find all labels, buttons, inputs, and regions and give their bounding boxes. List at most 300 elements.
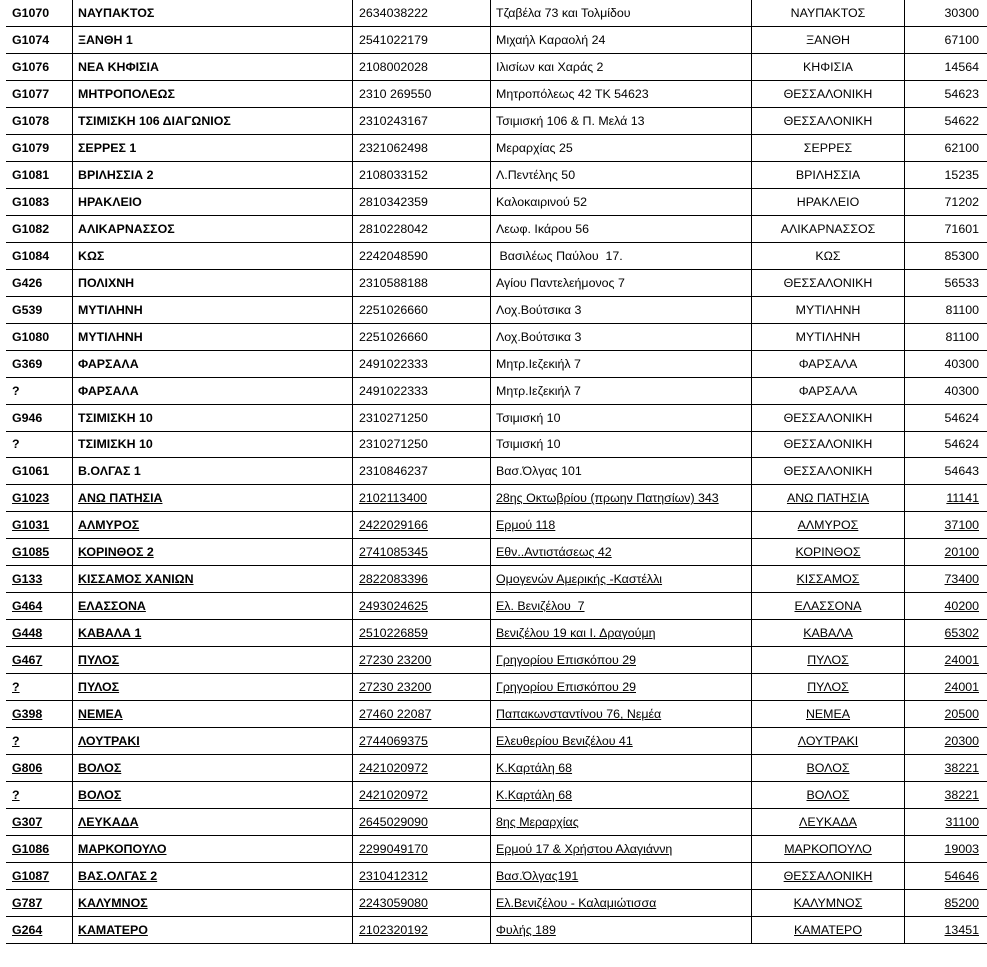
table-row xyxy=(6,404,987,431)
store-name-cell xyxy=(73,593,353,620)
city-cell xyxy=(752,728,905,755)
store-code-text: G1083 xyxy=(12,194,50,209)
city-cell xyxy=(752,188,905,215)
address-cell xyxy=(491,431,752,458)
city-cell xyxy=(752,863,905,890)
store-name-cell xyxy=(73,809,353,836)
store-name-text: ΚΙΣΣΑΜΟΣ ΧΑΝΙΩΝ xyxy=(78,572,194,587)
store-name-text: ΣΕΡΡΕΣ 1 xyxy=(78,140,137,155)
postal-code-cell xyxy=(905,377,987,404)
phone-text: 2421020972 xyxy=(359,788,428,803)
store-code-cell xyxy=(6,26,73,53)
city-text: ΘΕΣΣΑΛΟΝΙΚΗ xyxy=(783,464,873,479)
store-name-text: ΚΑΒΑΛΑ 1 xyxy=(78,626,142,641)
postal-code-cell xyxy=(905,188,987,215)
phone-cell xyxy=(353,107,491,134)
store-name-cell xyxy=(73,215,353,242)
postal-code-text: 73400 xyxy=(944,572,979,587)
table-row xyxy=(6,80,987,107)
address-text: Κ.Καρτάλη 68 xyxy=(496,788,573,803)
postal-code-text: 81100 xyxy=(945,329,979,344)
city-text: ΘΕΣΣΑΛΟΝΙΚΗ xyxy=(783,275,873,290)
store-name-cell xyxy=(73,539,353,566)
store-code-cell xyxy=(6,782,73,809)
city-text: ΠΥΛΟΣ xyxy=(807,653,849,668)
table-row xyxy=(6,134,987,161)
store-name-cell xyxy=(73,107,353,134)
address-text: Μιχαήλ Καραολή 24 xyxy=(496,32,606,47)
store-name-text: ΛΕΥΚΑΔΑ xyxy=(78,815,139,830)
city-cell xyxy=(752,485,905,512)
table-row xyxy=(6,863,987,890)
address-cell xyxy=(491,53,752,80)
store-name-text: ΛΟΥΤΡΑΚΙ xyxy=(78,734,140,749)
store-code-cell xyxy=(6,323,73,350)
store-code-text: ? xyxy=(12,383,20,398)
postal-code-text: 67100 xyxy=(944,32,979,47)
postal-code-text: 14564 xyxy=(944,59,979,74)
phone-text: 2108002028 xyxy=(359,59,428,74)
store-name-cell xyxy=(73,674,353,701)
store-code-cell xyxy=(6,809,73,836)
store-name-text: ΚΑΜΑΤΕΡΟ xyxy=(78,922,148,937)
postal-code-text: 30300 xyxy=(944,5,979,20)
table-row xyxy=(6,26,987,53)
address-text: Βασ.Όλγας 101 xyxy=(496,464,582,479)
postal-code-cell xyxy=(905,674,987,701)
address-text: Φυλής 189 xyxy=(496,922,556,937)
phone-text: 2108033152 xyxy=(359,167,428,182)
store-name-text: ΞΑΝΘΗ 1 xyxy=(78,32,133,47)
table-row xyxy=(6,728,987,755)
table-row xyxy=(6,53,987,80)
store-name-cell xyxy=(73,755,353,782)
phone-text: 2242048590 xyxy=(359,248,428,263)
phone-text: 2421020972 xyxy=(359,761,428,776)
postal-code-text: 31100 xyxy=(945,815,979,830)
address-cell xyxy=(491,26,752,53)
phone-cell xyxy=(353,350,491,377)
store-code-cell xyxy=(6,107,73,134)
postal-code-text: 24001 xyxy=(944,680,979,695)
city-cell xyxy=(752,809,905,836)
store-name-text: ΚΑΛΥΜΝΟΣ xyxy=(78,895,148,910)
store-code-text: G1080 xyxy=(12,329,50,344)
phone-cell xyxy=(353,674,491,701)
postal-code-cell xyxy=(905,269,987,296)
store-code-text: G264 xyxy=(12,922,43,937)
postal-code-text: 15235 xyxy=(944,167,979,182)
city-cell xyxy=(752,674,905,701)
table-row xyxy=(6,701,987,728)
address-text: Ελευθερίου Βενιζέλου 41 xyxy=(496,734,633,749)
table-row xyxy=(6,674,987,701)
city-text: ΚΩΣ xyxy=(815,248,841,263)
address-text: Παπακωνσταντίνου 76, Νεμέα xyxy=(496,707,662,722)
phone-cell xyxy=(353,647,491,674)
store-code-text: G307 xyxy=(12,815,43,830)
address-cell xyxy=(491,323,752,350)
store-name-text: Β.ΟΛΓΑΣ 1 xyxy=(78,464,141,479)
store-code-cell xyxy=(6,242,73,269)
store-code-text: G1079 xyxy=(12,140,50,155)
city-cell xyxy=(752,836,905,863)
postal-code-cell xyxy=(905,161,987,188)
phone-text: 2251026660 xyxy=(359,329,428,344)
address-text: Βασιλέως Παύλου 17. xyxy=(496,248,623,263)
phone-cell xyxy=(353,485,491,512)
store-code-cell xyxy=(6,485,73,512)
phone-cell xyxy=(353,242,491,269)
phone-cell xyxy=(353,863,491,890)
city-cell xyxy=(752,26,905,53)
city-cell xyxy=(752,215,905,242)
store-code-cell xyxy=(6,53,73,80)
store-code-cell xyxy=(6,431,73,458)
postal-code-text: 85300 xyxy=(944,248,979,263)
store-code-text: G448 xyxy=(12,626,43,641)
store-code-cell xyxy=(6,647,73,674)
store-code-cell xyxy=(6,296,73,323)
phone-text: 2310243167 xyxy=(359,113,428,128)
postal-code-cell xyxy=(905,755,987,782)
phone-cell xyxy=(353,404,491,431)
store-code-text: G1085 xyxy=(12,545,50,560)
phone-cell xyxy=(353,26,491,53)
phone-text: 2310412312 xyxy=(359,868,428,883)
store-name-text: ΤΣΙΜΙΣΚΗ 10 xyxy=(78,437,153,452)
phone-cell xyxy=(353,53,491,80)
store-name-text: ΒΟΛΟΣ xyxy=(78,761,122,776)
city-cell xyxy=(752,0,905,26)
table-row xyxy=(6,296,987,323)
address-cell xyxy=(491,242,752,269)
address-cell xyxy=(491,863,752,890)
store-code-text: ? xyxy=(12,788,20,803)
store-name-text: ΚΩΣ xyxy=(78,248,105,263)
postal-code-text: 54646 xyxy=(944,868,979,883)
store-code-cell xyxy=(6,0,73,26)
phone-text: 2251026660 xyxy=(359,302,428,317)
city-cell xyxy=(752,350,905,377)
table-row xyxy=(6,161,987,188)
store-name-text: ΝΑΥΠΑΚΤΟΣ xyxy=(78,5,155,20)
table-row xyxy=(6,458,987,485)
table-row xyxy=(6,350,987,377)
postal-code-cell xyxy=(905,323,987,350)
store-code-text: G1023 xyxy=(12,491,50,506)
city-text: ΗΡΑΚΛΕΙΟ xyxy=(796,194,860,209)
address-cell xyxy=(491,80,752,107)
postal-code-text: 71601 xyxy=(944,221,979,236)
store-name-cell xyxy=(73,782,353,809)
store-name-text: ΕΛΑΣΣΟΝΑ xyxy=(78,599,146,614)
store-name-cell xyxy=(73,458,353,485)
store-code-cell xyxy=(6,593,73,620)
city-text: ΘΕΣΣΑΛΟΝΙΚΗ xyxy=(783,410,873,425)
postal-code-cell xyxy=(905,512,987,539)
store-name-text: ΝΕΑ ΚΗΦΙΣΙΑ xyxy=(78,59,159,74)
address-cell xyxy=(491,889,752,916)
table-row xyxy=(6,836,987,863)
store-code-cell xyxy=(6,916,73,943)
store-code-cell xyxy=(6,161,73,188)
phone-cell xyxy=(353,809,491,836)
address-cell xyxy=(491,107,752,134)
store-code-text: ? xyxy=(12,734,20,749)
address-text: Κ.Καρτάλη 68 xyxy=(496,761,573,776)
phone-cell xyxy=(353,80,491,107)
store-name-cell xyxy=(73,916,353,943)
address-text: Ερμού 17 & Χρήστου Αλαγιάννη xyxy=(496,842,673,857)
phone-text: 2310271250 xyxy=(359,410,428,425)
address-cell xyxy=(491,485,752,512)
store-code-text: G1084 xyxy=(12,248,50,263)
store-code-text: G467 xyxy=(12,653,43,668)
table-row xyxy=(6,539,987,566)
postal-code-text: 24001 xyxy=(944,653,979,668)
city-text: ΑΝΩ ΠΑΤΗΣΙΑ xyxy=(786,491,870,506)
phone-text: 2744069375 xyxy=(359,734,428,749)
city-cell xyxy=(752,161,905,188)
store-name-text: ΦΑΡΣΑΛΑ xyxy=(78,383,139,398)
phone-cell xyxy=(353,296,491,323)
address-cell xyxy=(491,782,752,809)
address-text: Βασ.Όλγας191 xyxy=(496,868,579,883)
store-table-body xyxy=(6,0,987,943)
postal-code-cell xyxy=(905,134,987,161)
address-cell xyxy=(491,593,752,620)
city-text: ΒΡΙΛΗΣΣΙΑ xyxy=(795,167,861,182)
address-text: Ερμού 118 xyxy=(496,518,556,533)
store-code-cell xyxy=(6,404,73,431)
city-text: ΠΥΛΟΣ xyxy=(807,680,849,695)
store-code-cell xyxy=(6,215,73,242)
store-name-cell xyxy=(73,296,353,323)
address-cell xyxy=(491,161,752,188)
store-code-text: ? xyxy=(12,437,20,452)
table-row xyxy=(6,620,987,647)
city-text: ΕΛΑΣΣΟΝΑ xyxy=(794,599,862,614)
store-name-text: ΒΟΛΟΣ xyxy=(78,788,122,803)
store-code-cell xyxy=(6,269,73,296)
store-code-text: G1077 xyxy=(12,86,50,101)
address-cell xyxy=(491,512,752,539)
phone-cell xyxy=(353,701,491,728)
address-text: Αγίου Παντελεήμονος 7 xyxy=(496,275,625,290)
store-name-cell xyxy=(73,647,353,674)
table-row xyxy=(6,269,987,296)
address-text: Ελ.Βενιζέλου - Καλαμιώτισσα xyxy=(496,895,657,910)
phone-text: 2645029090 xyxy=(359,815,428,830)
postal-code-text: 11141 xyxy=(946,491,979,506)
store-name-text: ΤΣΙΜΙΣΚΗ 106 ΔΙΑΓΩΝΙΟΣ xyxy=(78,113,231,128)
table-row xyxy=(6,431,987,458)
address-cell xyxy=(491,674,752,701)
phone-text: 2299049170 xyxy=(359,842,428,857)
store-code-cell xyxy=(6,377,73,404)
postal-code-cell xyxy=(905,53,987,80)
city-text: ΚΑΜΑΤΕΡΟ xyxy=(794,922,862,937)
address-cell xyxy=(491,269,752,296)
address-text: Λοχ.Βούτσικα 3 xyxy=(496,302,582,317)
store-name-cell xyxy=(73,0,353,26)
postal-code-cell xyxy=(905,809,987,836)
store-name-cell xyxy=(73,566,353,593)
postal-code-cell xyxy=(905,593,987,620)
store-code-cell xyxy=(6,80,73,107)
postal-code-cell xyxy=(905,889,987,916)
city-cell xyxy=(752,80,905,107)
address-text: 28ης Οκτωβρίου (πρωην Πατησίων) 343 xyxy=(496,491,719,506)
store-name-cell xyxy=(73,323,353,350)
city-text: ΞΑΝΘΗ xyxy=(806,32,850,47)
table-row xyxy=(6,916,987,943)
store-code-text: ? xyxy=(12,680,20,695)
address-cell xyxy=(491,566,752,593)
table-row xyxy=(6,809,987,836)
city-cell xyxy=(752,107,905,134)
phone-text: 2491022333 xyxy=(359,356,428,371)
postal-code-text: 81100 xyxy=(945,302,979,317)
city-cell xyxy=(752,647,905,674)
address-text: Γρηγορίου Επισκόπου 29 xyxy=(496,653,636,668)
phone-text: 2741085345 xyxy=(359,545,428,560)
phone-cell xyxy=(353,539,491,566)
postal-code-cell xyxy=(905,701,987,728)
store-name-text: ΜΥΤΙΛΗΝΗ xyxy=(78,329,143,344)
phone-text: 2310588188 xyxy=(359,275,428,290)
city-text: ΚΗΦΙΣΙΑ xyxy=(803,59,853,74)
address-cell xyxy=(491,539,752,566)
phone-cell xyxy=(353,188,491,215)
postal-code-text: 20500 xyxy=(944,707,979,722)
postal-code-text: 54643 xyxy=(944,464,979,479)
table-row xyxy=(6,377,987,404)
store-code-cell xyxy=(6,512,73,539)
address-cell xyxy=(491,916,752,943)
postal-code-cell xyxy=(905,350,987,377)
store-code-text: G464 xyxy=(12,599,43,614)
store-code-text: G398 xyxy=(12,707,43,722)
store-name-cell xyxy=(73,404,353,431)
city-text: ΒΟΛΟΣ xyxy=(806,761,850,776)
city-text: ΜΥΤΙΛΗΝΗ xyxy=(795,302,861,317)
phone-cell xyxy=(353,431,491,458)
store-table xyxy=(6,0,987,944)
postal-code-cell xyxy=(905,539,987,566)
city-cell xyxy=(752,512,905,539)
address-text: Λ.Πεντέλης 50 xyxy=(496,167,576,182)
store-name-text: ΒΑΣ.ΟΛΓΑΣ 2 xyxy=(78,868,158,883)
store-code-cell xyxy=(6,889,73,916)
store-name-text: ΝΕΜΕΑ xyxy=(78,707,123,722)
phone-text: 2102320192 xyxy=(359,922,428,937)
table-row xyxy=(6,566,987,593)
address-cell xyxy=(491,620,752,647)
store-code-text: G787 xyxy=(12,895,43,910)
city-cell xyxy=(752,404,905,431)
store-name-text: ΦΑΡΣΑΛΑ xyxy=(78,356,139,371)
postal-code-cell xyxy=(905,26,987,53)
store-code-text: G1031 xyxy=(12,518,50,533)
postal-code-cell xyxy=(905,242,987,269)
postal-code-cell xyxy=(905,836,987,863)
address-cell xyxy=(491,377,752,404)
address-cell xyxy=(491,836,752,863)
store-code-text: G369 xyxy=(12,356,43,371)
city-cell xyxy=(752,134,905,161)
phone-text: 2321062498 xyxy=(359,140,428,155)
address-text: Μεραρχίας 25 xyxy=(496,140,573,155)
store-code-text: G1078 xyxy=(12,113,50,128)
address-cell xyxy=(491,701,752,728)
store-name-cell xyxy=(73,485,353,512)
city-text: ΘΕΣΣΑΛΟΝΙΚΗ xyxy=(783,113,873,128)
city-text: ΦΑΡΣΑΛΑ xyxy=(798,383,858,398)
store-name-cell xyxy=(73,161,353,188)
store-name-text: ΜΑΡΚΟΠΟΥΛΟ xyxy=(78,842,167,857)
store-code-cell xyxy=(6,863,73,890)
city-text: ΑΛΙΚΑΡΝΑΣΣΟΣ xyxy=(780,221,876,236)
store-name-text: ΑΛΙΚΑΡΝΑΣΣΟΣ xyxy=(78,221,175,236)
table-row xyxy=(6,485,987,512)
city-text: ΦΑΡΣΑΛΑ xyxy=(798,356,858,371)
table-row xyxy=(6,647,987,674)
phone-text: 27460 22087 xyxy=(359,707,432,722)
address-text: Μητρ.Ιεζεκιήλ 7 xyxy=(496,356,581,371)
postal-code-text: 54622 xyxy=(944,113,979,128)
address-cell xyxy=(491,134,752,161)
address-text: Τσιμισκή 106 & Π. Μελά 13 xyxy=(496,113,645,128)
phone-text: 2310846237 xyxy=(359,464,428,479)
phone-cell xyxy=(353,755,491,782)
postal-code-cell xyxy=(905,404,987,431)
store-code-cell xyxy=(6,701,73,728)
store-name-text: ΜΥΤΙΛΗΝΗ xyxy=(78,302,143,317)
city-text: ΚΑΒΑΛΑ xyxy=(803,626,853,641)
phone-cell xyxy=(353,377,491,404)
phone-text: 2634038222 xyxy=(359,5,428,20)
postal-code-cell xyxy=(905,566,987,593)
postal-code-text: 62100 xyxy=(944,140,979,155)
table-row xyxy=(6,512,987,539)
store-code-text: G806 xyxy=(12,761,43,776)
postal-code-text: 71202 xyxy=(944,194,979,209)
phone-text: 2510226859 xyxy=(359,626,428,641)
table-row xyxy=(6,782,987,809)
store-code-cell xyxy=(6,674,73,701)
phone-cell xyxy=(353,782,491,809)
postal-code-text: 40200 xyxy=(944,599,979,614)
postal-code-cell xyxy=(905,80,987,107)
address-text: Μητρ.Ιεζεκιήλ 7 xyxy=(496,383,581,398)
postal-code-text: 40300 xyxy=(944,356,979,371)
address-cell xyxy=(491,188,752,215)
phone-cell xyxy=(353,0,491,26)
store-code-text: G1074 xyxy=(12,32,50,47)
address-text: Ελ. Βενιζέλου 7 xyxy=(496,599,585,614)
address-cell xyxy=(491,647,752,674)
phone-text: 27230 23200 xyxy=(359,653,432,668)
store-code-cell xyxy=(6,620,73,647)
phone-text: 2491022333 xyxy=(359,383,428,398)
city-text: ΚΑΛΥΜΝΟΣ xyxy=(793,895,863,910)
store-code-cell xyxy=(6,755,73,782)
phone-text: 2810342359 xyxy=(359,194,428,209)
city-cell xyxy=(752,755,905,782)
postal-code-text: 38221 xyxy=(944,788,979,803)
